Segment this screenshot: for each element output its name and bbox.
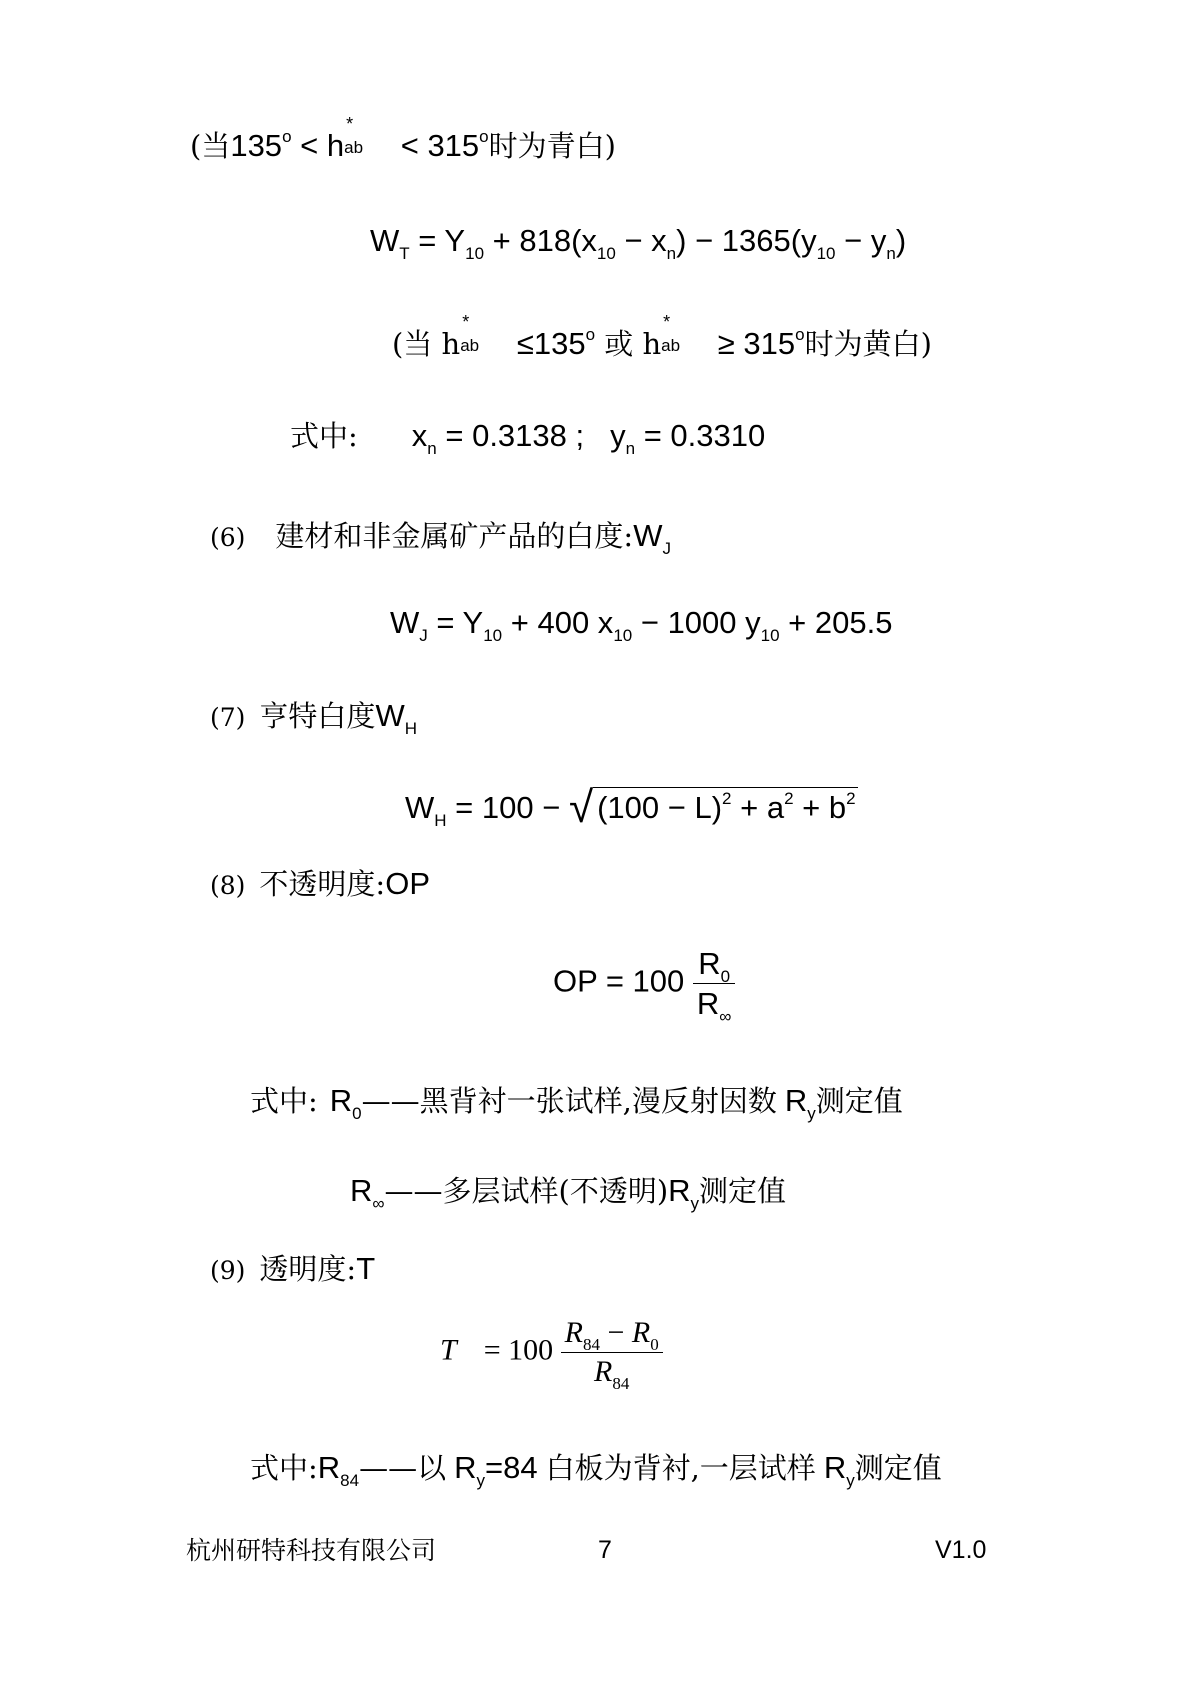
radicand: $(100 - L)^2 + a^2 + b^2$ [593,787,858,823]
op-fraction: $\frac{R_0}{R_\infty}$ [693,948,736,1019]
item-7-heading: (7) 亨特白度$W_H$ [210,698,417,738]
item-6-heading: (6) 建材和非金属矿产品的白度$:W_J$ [210,518,671,558]
footer-page-number: 7 [598,1536,612,1564]
t-formula: T = 100 $\frac{R_{84} - R_0}{R_{84}}$ [440,1318,663,1387]
t-fraction: $\frac{R_{84} - R_0}{R_{84}}$ [561,1318,663,1387]
item-8-heading: (8) 不透明度:OP [210,866,430,901]
wt-formula: $W_T = Y_{10} + 818(x_{10} - x_n) - 1365(y_{10} - y_n)$ [370,223,907,263]
where-r84: 式中$:R_{84}——$以 $R_y=84$ 白板为背衬,一层试样 $R_y$测定值 [250,1450,942,1490]
footer-company: 杭州研特科技有限公司 [186,1536,437,1565]
where-n-values: 式中: $x_n = 0.3138$ ; $y_n = 0.3310$ [290,418,766,458]
cyan-condition: (当$135^o < h$ * ab < $315^o$时为青白) [190,114,616,163]
yellow-condition: (当 h * ab $\le 135^o$ 或 h * ab ≥ $315^o$时为黄白) [392,312,932,361]
op-formula: OP = 100 $\frac{R_0}{R_\infty}$ [553,948,735,1019]
wj-formula: $W_J = Y_{10} + 400$ $x_{10} - 1000$ $y_{10} + 205.5$ [390,605,893,645]
footer-version: V1.0 [935,1536,987,1564]
where-r0: 式中: $R_0——$黑背衬一张试样,漫反射因数 $R_y$测定值 [250,1083,903,1123]
square-root-icon: √ [568,783,594,832]
wh-formula: $W_H = 100$ − √ $(100 - L)^2 + a^2 + b^2$ [405,783,856,832]
item-9-heading: (9) 透明度:T [210,1251,376,1286]
where-rinf: $R_\infty——$多层试样(不透明)$R_y$测定值 [350,1173,787,1213]
